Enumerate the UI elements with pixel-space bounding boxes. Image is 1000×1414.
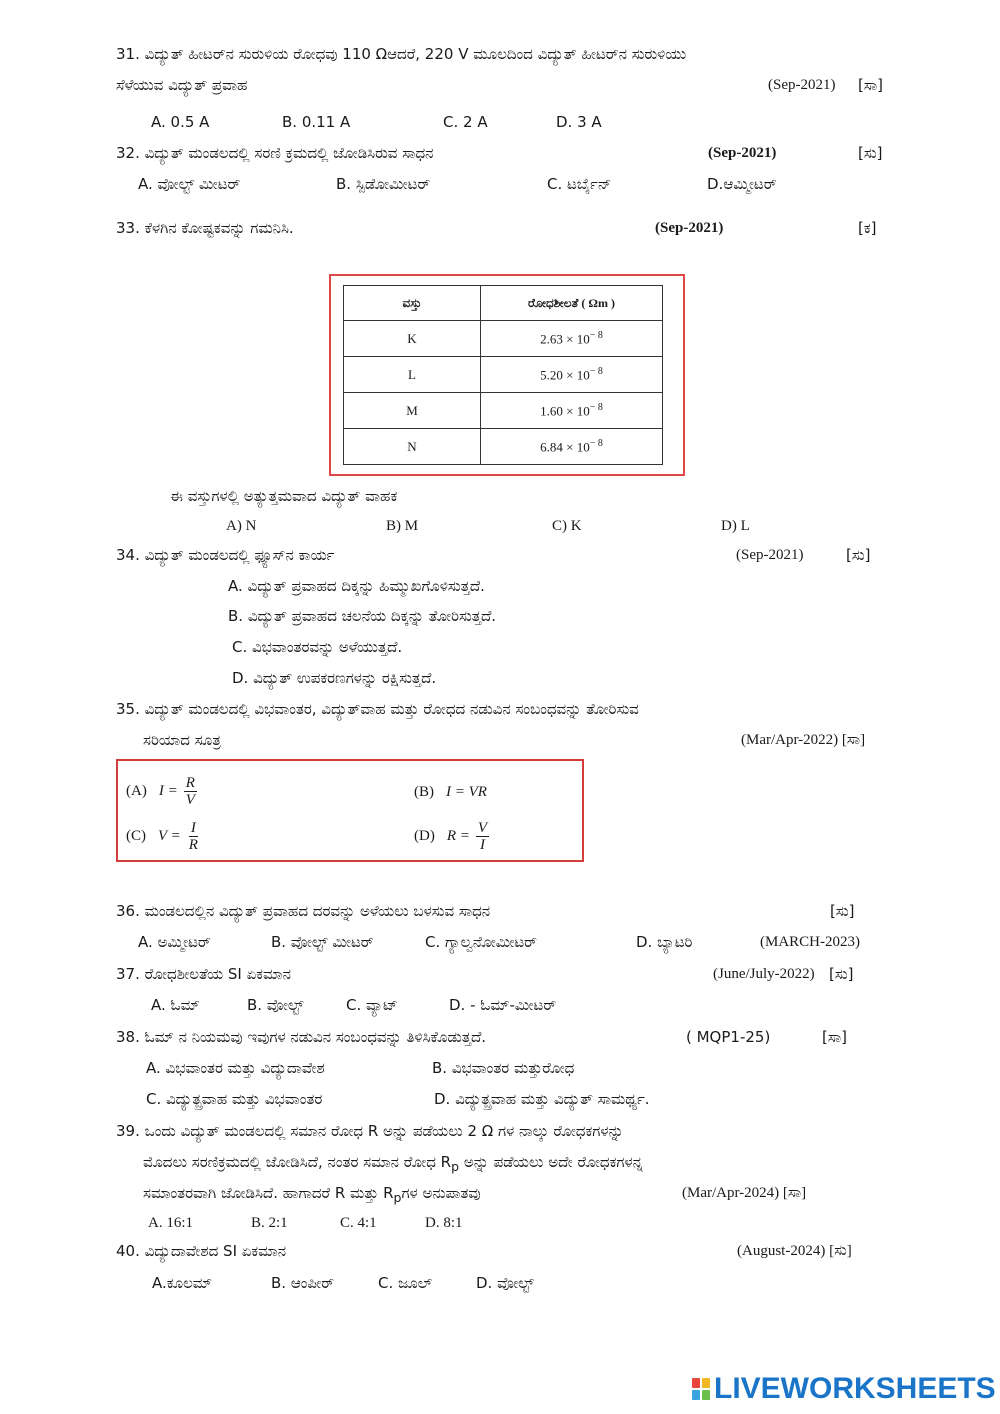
- q36-source: (MARCH-2023): [760, 934, 860, 950]
- fraction: [476, 820, 489, 853]
- q36-tag: [ಸು]: [830, 902, 855, 920]
- q32-tag: [ಸು]: [858, 144, 883, 162]
- fraction: [187, 820, 200, 853]
- q39-line3-part2: ಗಳ ಅನುಪಾತವು: [401, 1184, 481, 1202]
- resistivity-exponent: − 8: [589, 401, 603, 413]
- resistivity-exponent: − 8: [589, 365, 603, 377]
- q40-option-c: C. ಜೂಲ್: [378, 1274, 433, 1292]
- q37-option-c: C. ವ್ಯಾಟ್: [346, 996, 398, 1014]
- q35-option-b: [414, 784, 487, 801]
- q32-option-d: D.ಆಮ್ಮೀಟರ್: [707, 175, 777, 193]
- option-label: (A): [126, 783, 147, 799]
- q35-option-a: [126, 775, 197, 808]
- resistivity-mantissa: 1.60 × 10: [540, 403, 590, 419]
- q40-text: 40. ವಿದ್ಯುದಾವೇಶದ SI ಏಕಮಾನ: [116, 1242, 287, 1260]
- q39-text-line3: [143, 1183, 481, 1208]
- q39-option-b: B. 2:1: [251, 1215, 288, 1231]
- q32-source: (Sep-2021): [708, 145, 777, 161]
- q35-option-c: [126, 820, 200, 853]
- logo-square: [702, 1390, 710, 1400]
- q36-option-d: D. ಬ್ಯಾಟರಿ: [636, 933, 693, 951]
- formula-lhs: R =: [446, 828, 470, 844]
- q36-option-a: A. ಅಮ್ಮೀಟರ್: [138, 933, 211, 951]
- liveworksheets-logo-text: LIVEWORKSHEETS: [714, 1372, 996, 1405]
- q38-option-b: B. ವಿಭವಾಂತರ ಮತ್ತುರೋಧ: [432, 1059, 575, 1077]
- option-label: (C): [126, 828, 146, 844]
- q34-option-a: A. ವಿದ್ಯುತ್ ಪ್ರವಾಹದ ದಿಕ್ಕನ್ನು ಹಿಮ್ಮುಖಗೊಳಿಸುತ್ತದೆ.: [228, 577, 485, 595]
- q33-prompt: ಈ ವಸ್ತುಗಳಲ್ಲಿ ಅತ್ಯುತ್ತಮವಾದ ವಿದ್ಯುತ್ ವಾಹಕ: [170, 487, 398, 505]
- row-material: M: [344, 393, 481, 429]
- q35-text-line1: 35. ವಿದ್ಯುತ್ ಮಂಡಲದಲ್ಲಿ ವಿಭವಾಂತರ, ವಿದ್ಯುತ್‌ವಾಹ ಮತ್ತು ರೋಧದ ನಡುವಿನ ಸಂಬಂಧವನ್ನು ತೋರಿಸುವ: [116, 700, 639, 718]
- q39-line2-subscript: p: [451, 1159, 460, 1174]
- q33-tag: [ಕ]: [858, 219, 877, 237]
- resistivity-table-frame: [329, 274, 685, 476]
- q36-option-c: C. ಗ್ಯಾಲ್ವನೋಮೀಟರ್: [425, 933, 537, 951]
- q37-source: (June/July-2022): [713, 966, 815, 982]
- q32-text: 32. ವಿದ್ಯುತ್ ಮಂಡಲದಲ್ಲಿ ಸರಣಿ ಕ್ರಮದಲ್ಲಿ ಜೋಡಿಸಿರುವ ಸಾಧನ: [116, 144, 434, 162]
- row-resistivity: [481, 357, 663, 393]
- q33-text: 33. ಕೆಳಗಿನ ಕೋಷ್ಟಕವನ್ನು ಗಮನಿಸಿ.: [116, 219, 294, 237]
- liveworksheets-watermark: [692, 1374, 996, 1404]
- q39-text-line1: 39. ಒಂದು ವಿದ್ಯುತ್ ಮಂಡಲದಲ್ಲಿ ಸಮಾನ ರೋಧ R ಅನ್ನು ಪಡೆಯಲು 2 Ω ಗಳ ನಾಲ್ಕು ರೋಧಕಗಳನ್ನು: [116, 1122, 624, 1140]
- fraction-numerator: R: [185, 775, 195, 791]
- q39-option-d: D. 8:1: [425, 1215, 463, 1231]
- q31-option-a: A. 0.5 A: [151, 113, 210, 131]
- q38-option-c: C. ವಿದ್ಯುತ್ಪ್ರವಾಹ ಮತ್ತು ವಿಭವಾಂತರ: [146, 1090, 323, 1108]
- q39-line2-part1: ಮೊದಲು ಸರಣಿಕ್ರಮದಲ್ಲಿ ಜೋಡಿಸಿದೆ, ನಂತರ ಸಮಾನ ರೋಧ R: [143, 1153, 452, 1171]
- liveworksheets-logo-icon: [692, 1378, 710, 1400]
- header-material: ವಸ್ತು: [344, 286, 481, 321]
- q33-option-c: C) K: [552, 518, 582, 534]
- fraction-denominator: I: [479, 837, 485, 853]
- resistivity-table: [343, 285, 663, 465]
- q38-option-d: D. ವಿದ್ಯುತ್ಪ್ರವಾಹ ಮತ್ತು ವಿದ್ಯುತ್ ಸಾಮರ್ಥ್ಯ.: [434, 1090, 650, 1108]
- q35-source: (Mar/Apr-2022) [ಸಾ]: [741, 732, 866, 748]
- fraction-denominator: R: [188, 837, 198, 853]
- q36-option-b: B. ವೋಲ್ಟ್ ಮೀಟರ್: [271, 933, 374, 951]
- row-resistivity: [481, 393, 663, 429]
- row-material: K: [344, 321, 481, 357]
- q33-source: (Sep-2021): [655, 220, 724, 236]
- q35-option-d: [414, 820, 489, 853]
- option-label: (B): [414, 784, 434, 800]
- q39-line3-part1: ಸಮಾಂತರವಾಗಿ ಜೋಡಿಸಿದೆ. ಹಾಗಾದರೆ R ಮತ್ತು R: [143, 1184, 394, 1202]
- q39-text-line2: [143, 1152, 643, 1177]
- fraction-numerator: I: [190, 820, 196, 836]
- q39-line3-subscript: p: [393, 1190, 402, 1205]
- fraction-denominator: V: [185, 792, 195, 808]
- q40-option-d: D. ವೋಲ್ಟ್: [476, 1274, 534, 1292]
- table-row: [344, 357, 663, 393]
- row-resistivity: [481, 429, 663, 465]
- q37-option-a: A. ಓಮ್: [151, 996, 200, 1014]
- q37-option-b: B. ವೋಲ್ಟ್: [247, 996, 304, 1014]
- resistivity-exponent: − 8: [589, 437, 603, 449]
- q38-option-a: A. ವಿಭವಾಂತರ ಮತ್ತು ವಿದ್ಯುದಾವೇಶ: [146, 1059, 325, 1077]
- formula-lhs: V =: [158, 828, 181, 844]
- resistivity-mantissa: 2.63 × 10: [540, 331, 590, 347]
- q34-tag: [ಸು]: [846, 546, 871, 564]
- q40-option-a: A.ಕೂಲಮ್: [152, 1274, 212, 1292]
- resistivity-mantissa: 5.20 × 10: [540, 367, 590, 383]
- q31-option-c: C. 2 A: [443, 113, 488, 131]
- q40-source: (August-2024) [ಸು]: [737, 1243, 852, 1259]
- row-resistivity: [481, 321, 663, 357]
- q31-text-line1: 31. ವಿದ್ಯುತ್ ಹೀಟರ್‌ನ ಸುರುಳಿಯ ರೋಧವು 110 Ωಆದರೆ, 220 V ಮೂಲದಿಂದ ವಿದ್ಯುತ್ ಹೀಟರ್‌ನ ಸುರುಳಿಯು: [116, 45, 687, 63]
- q31-option-b: B. 0.11 A: [282, 113, 351, 131]
- formula-options-box: [116, 759, 584, 862]
- q32-option-c: C. ಟರ್ಬೈನ್: [547, 175, 612, 193]
- q31-source: (Sep-2021): [768, 77, 836, 93]
- q39-source: (Mar/Apr-2024) [ಸಾ]: [682, 1185, 807, 1201]
- row-material: N: [344, 429, 481, 465]
- q37-text: 37. ರೋಧಶೀಲತೆಯ SI ಏಕಮಾನ: [116, 965, 291, 983]
- q37-option-d: D. - ಓಮ್-ಮೀಟರ್: [449, 996, 557, 1014]
- q39-option-a: A. 16:1: [148, 1215, 193, 1231]
- q40-option-b: B. ಆಂಪೀರ್: [271, 1274, 335, 1292]
- q33-option-a: A) N: [226, 518, 257, 534]
- table-row: [344, 393, 663, 429]
- logo-square: [702, 1378, 710, 1388]
- q39-line2-part2: ಅನ್ನು ಪಡೆಯಲು ಅದೇ ರೋಧಕಗಳನ್ನ: [459, 1153, 643, 1171]
- q34-source: (Sep-2021): [736, 547, 804, 563]
- q34-text: 34. ವಿದ್ಯುತ್ ಮಂಡಲದಲ್ಲಿ ಫ್ಯೂಸ್‌ನ ಕಾರ್ಯ: [116, 546, 335, 564]
- q39-option-c: C. 4:1: [340, 1215, 377, 1231]
- header-resistivity: ರೋಧಶೀಲತೆ ( Ωm ): [481, 286, 663, 321]
- q31-option-d: D. 3 A: [556, 113, 602, 131]
- fraction-numerator: V: [477, 820, 488, 836]
- q38-text: 38. ಓಮ್ ನ ನಿಯಮವು ಇವುಗಳ ನಡುವಿನ ಸಂಬಂಧವನ್ನು ತಿಳಿಸಿಕೊಡುತ್ತದೆ.: [116, 1028, 487, 1046]
- q35-text-line2: ಸರಿಯಾದ ಸೂತ್ರ: [143, 731, 221, 749]
- row-material: L: [344, 357, 481, 393]
- q32-option-b: B. ಸ್ಪಿಡೋಮೀಟರ್: [336, 175, 431, 193]
- resistivity-exponent: − 8: [589, 329, 603, 341]
- q33-option-b: B) M: [386, 518, 419, 534]
- logo-square: [692, 1390, 700, 1400]
- q31-tag: [ಸಾ]: [858, 76, 883, 94]
- formula-lhs: I =: [158, 783, 178, 799]
- fraction: [184, 775, 197, 808]
- formula-expression: I = VR: [446, 784, 487, 800]
- table-header-row: [344, 286, 663, 321]
- q31-text-line2: ಸೆಳೆಯುವ ವಿದ್ಯುತ್ ಪ್ರವಾಹ: [116, 76, 248, 94]
- q34-option-b: B. ವಿದ್ಯುತ್ ಪ್ರವಾಹದ ಚಲನೆಯ ದಿಕ್ಕನ್ನು ತೋರಿಸುತ್ತದೆ.: [228, 607, 497, 625]
- logo-square: [692, 1378, 700, 1388]
- q38-tag: [ಸಾ]: [822, 1028, 847, 1046]
- q38-source: ( MQP1-25): [686, 1028, 771, 1046]
- q34-option-c: C. ವಿಭವಾಂತರವನ್ನು ಅಳೆಯುತ್ತದೆ.: [232, 638, 403, 656]
- q32-option-a: A. ವೋಲ್ಟ್ ಮೀಟರ್: [138, 175, 241, 193]
- q34-option-d: D. ವಿದ್ಯುತ್ ಉಪಕರಣಗಳನ್ನು ರಕ್ಷಿಸುತ್ತದೆ.: [232, 669, 437, 687]
- q33-option-d: D) L: [721, 518, 750, 534]
- q37-tag: [ಸು]: [829, 965, 854, 983]
- option-label: (D): [414, 828, 435, 844]
- q36-text: 36. ಮಂಡಲದಲ್ಲಿನ ವಿದ್ಯುತ್ ಪ್ರವಾಹದ ದರವನ್ನು ಅಳೆಯಲು ಬಳಸುವ ಸಾಧನ: [116, 902, 491, 920]
- table-row: [344, 429, 663, 465]
- table-row: [344, 321, 663, 357]
- resistivity-mantissa: 6.84 × 10: [540, 439, 590, 455]
